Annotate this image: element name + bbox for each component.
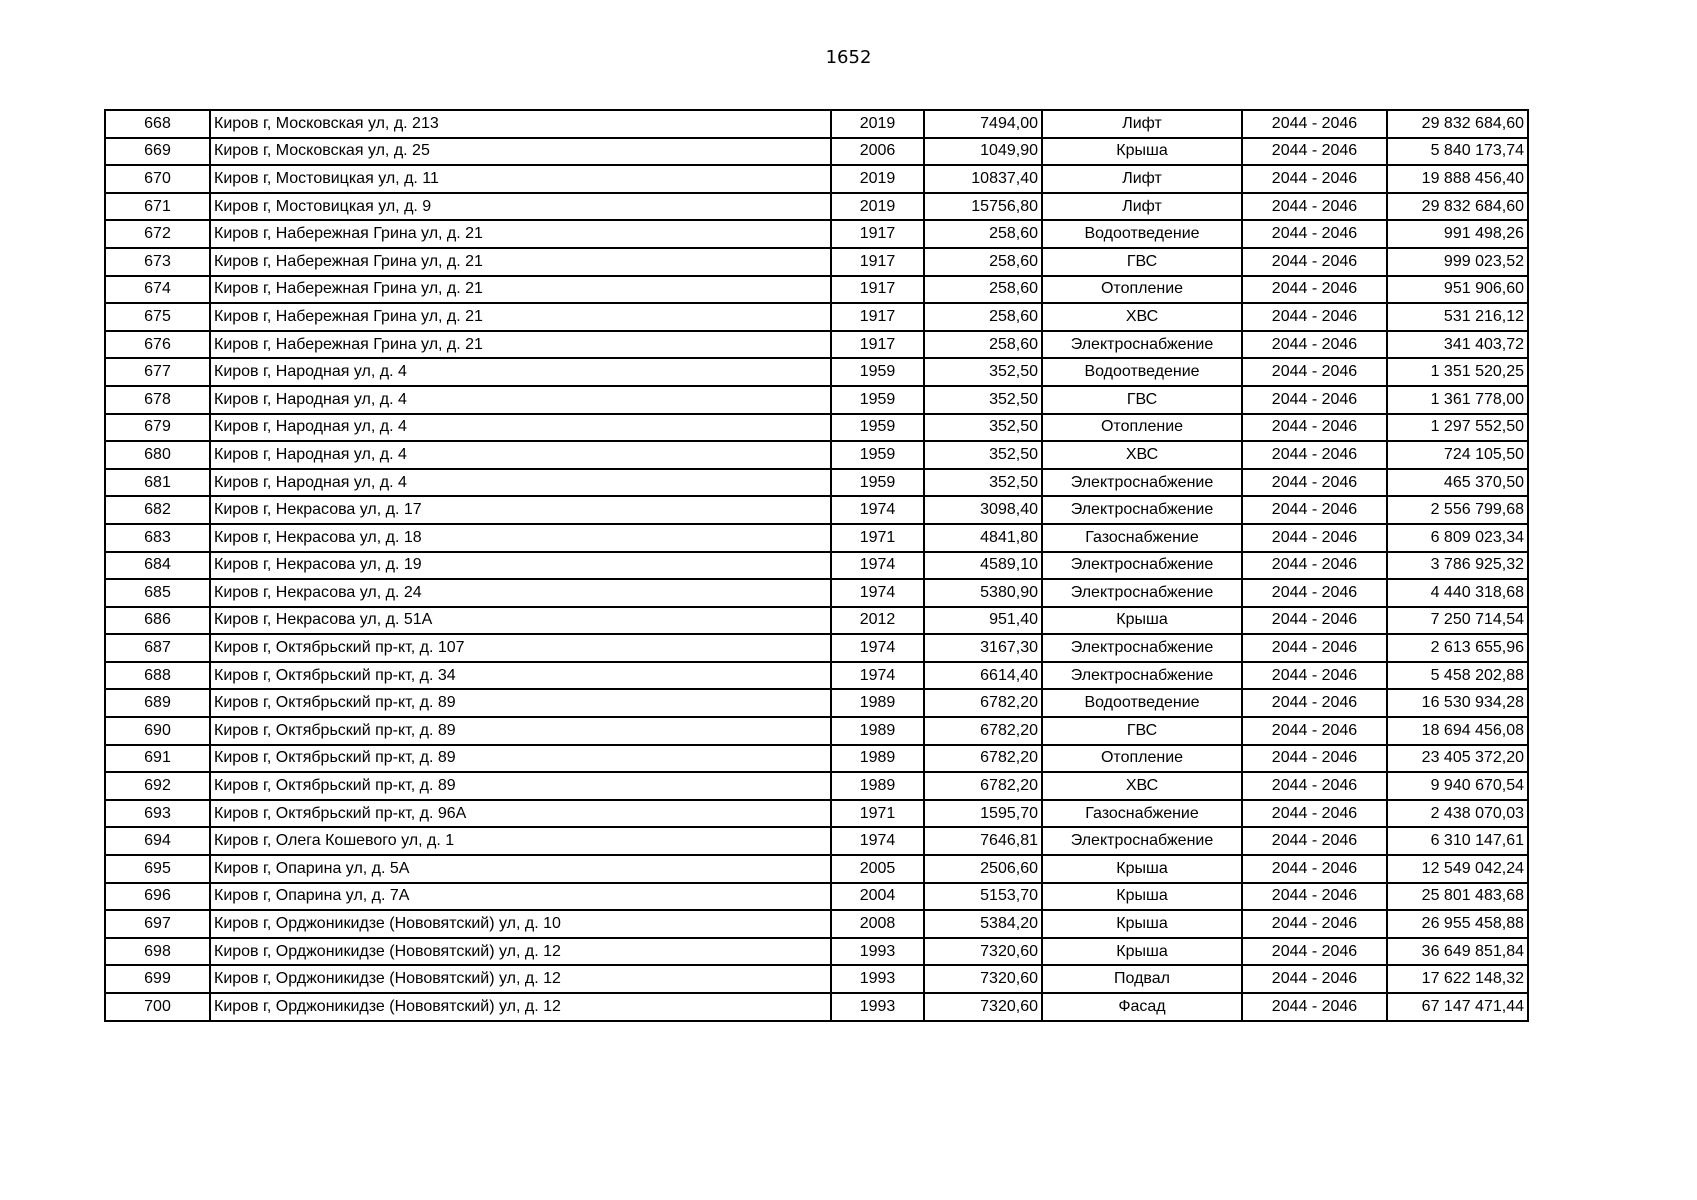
period-cell: 2044 - 2046 — [1242, 386, 1387, 414]
table-row — [105, 276, 1528, 304]
period-cell: 2044 - 2046 — [1242, 717, 1387, 745]
area-cell: 3167,30 — [924, 634, 1042, 662]
period-cell: 2044 - 2046 — [1242, 883, 1387, 911]
year-cell: 1917 — [831, 276, 924, 304]
address-cell: Киров г, Народная ул, д. 4 — [210, 414, 831, 442]
cost-cell: 2 556 799,68 — [1387, 496, 1528, 524]
area-cell: 6782,20 — [924, 772, 1042, 800]
work-type-cell: Лифт — [1042, 110, 1242, 138]
address-cell: Киров г, Набережная Грина ул, д. 21 — [210, 331, 831, 359]
cost-cell: 4 440 318,68 — [1387, 579, 1528, 607]
work-type-cell: Газоснабжение — [1042, 800, 1242, 828]
address-cell: Киров г, Народная ул, д. 4 — [210, 441, 831, 469]
period-cell: 2044 - 2046 — [1242, 745, 1387, 773]
year-cell: 2004 — [831, 883, 924, 911]
table-row — [105, 883, 1528, 911]
repair-schedule-table — [104, 109, 1529, 1022]
work-type-cell: Лифт — [1042, 165, 1242, 193]
year-cell: 1959 — [831, 441, 924, 469]
area-cell: 258,60 — [924, 276, 1042, 304]
row-number-cell: 684 — [105, 552, 210, 580]
area-cell: 7320,60 — [924, 938, 1042, 966]
year-cell: 1959 — [831, 469, 924, 497]
address-cell: Киров г, Некрасова ул, д. 19 — [210, 552, 831, 580]
table-row — [105, 138, 1528, 166]
cost-cell: 25 801 483,68 — [1387, 883, 1528, 911]
area-cell: 7646,81 — [924, 827, 1042, 855]
period-cell: 2044 - 2046 — [1242, 662, 1387, 690]
year-cell: 1917 — [831, 331, 924, 359]
table-row — [105, 552, 1528, 580]
table-row — [105, 772, 1528, 800]
year-cell: 2005 — [831, 855, 924, 883]
address-cell: Киров г, Октябрьский пр-кт, д. 89 — [210, 717, 831, 745]
table-row — [105, 414, 1528, 442]
table-row — [105, 689, 1528, 717]
work-type-cell: Отопление — [1042, 745, 1242, 773]
year-cell: 2019 — [831, 110, 924, 138]
address-cell: Киров г, Орджоникидзе (Нововятский) ул, д. 10 — [210, 910, 831, 938]
area-cell: 5153,70 — [924, 883, 1042, 911]
cost-cell: 12 549 042,24 — [1387, 855, 1528, 883]
year-cell: 1989 — [831, 717, 924, 745]
year-cell: 1989 — [831, 689, 924, 717]
area-cell: 1595,70 — [924, 800, 1042, 828]
area-cell: 352,50 — [924, 441, 1042, 469]
table-row — [105, 358, 1528, 386]
row-number-cell: 689 — [105, 689, 210, 717]
area-cell: 258,60 — [924, 303, 1042, 331]
area-cell: 4589,10 — [924, 552, 1042, 580]
year-cell: 1971 — [831, 800, 924, 828]
work-type-cell: Электроснабжение — [1042, 827, 1242, 855]
year-cell: 1974 — [831, 662, 924, 690]
year-cell: 1993 — [831, 965, 924, 993]
cost-cell: 1 361 778,00 — [1387, 386, 1528, 414]
work-type-cell: Газоснабжение — [1042, 524, 1242, 552]
table-row — [105, 855, 1528, 883]
cost-cell: 465 370,50 — [1387, 469, 1528, 497]
work-type-cell: ХВС — [1042, 772, 1242, 800]
period-cell: 2044 - 2046 — [1242, 276, 1387, 304]
work-type-cell: Электроснабжение — [1042, 496, 1242, 524]
year-cell: 1959 — [831, 358, 924, 386]
period-cell: 2044 - 2046 — [1242, 110, 1387, 138]
row-number-cell: 696 — [105, 883, 210, 911]
work-type-cell: Электроснабжение — [1042, 552, 1242, 580]
row-number-cell: 673 — [105, 248, 210, 276]
row-number-cell: 677 — [105, 358, 210, 386]
year-cell: 2019 — [831, 193, 924, 221]
year-cell: 1974 — [831, 552, 924, 580]
work-type-cell: Фасад — [1042, 993, 1242, 1021]
row-number-cell: 678 — [105, 386, 210, 414]
table-row — [105, 745, 1528, 773]
table-row — [105, 634, 1528, 662]
area-cell: 258,60 — [924, 248, 1042, 276]
row-number-cell: 692 — [105, 772, 210, 800]
row-number-cell: 672 — [105, 220, 210, 248]
row-number-cell: 700 — [105, 993, 210, 1021]
table-row — [105, 993, 1528, 1021]
period-cell: 2044 - 2046 — [1242, 689, 1387, 717]
cost-cell: 1 351 520,25 — [1387, 358, 1528, 386]
cost-cell: 18 694 456,08 — [1387, 717, 1528, 745]
row-number-cell: 691 — [105, 745, 210, 773]
cost-cell: 6 310 147,61 — [1387, 827, 1528, 855]
work-type-cell: Электроснабжение — [1042, 331, 1242, 359]
row-number-cell: 697 — [105, 910, 210, 938]
period-cell: 2044 - 2046 — [1242, 827, 1387, 855]
work-type-cell: ХВС — [1042, 441, 1242, 469]
row-number-cell: 686 — [105, 607, 210, 635]
work-type-cell: ГВС — [1042, 248, 1242, 276]
row-number-cell: 674 — [105, 276, 210, 304]
work-type-cell: Электроснабжение — [1042, 579, 1242, 607]
table-row — [105, 496, 1528, 524]
cost-cell: 7 250 714,54 — [1387, 607, 1528, 635]
row-number-cell: 680 — [105, 441, 210, 469]
table-row — [105, 524, 1528, 552]
period-cell: 2044 - 2046 — [1242, 331, 1387, 359]
area-cell: 352,50 — [924, 386, 1042, 414]
period-cell: 2044 - 2046 — [1242, 193, 1387, 221]
row-number-cell: 675 — [105, 303, 210, 331]
cost-cell: 29 832 684,60 — [1387, 110, 1528, 138]
table-row — [105, 331, 1528, 359]
work-type-cell: Крыша — [1042, 883, 1242, 911]
work-type-cell: Электроснабжение — [1042, 469, 1242, 497]
area-cell: 352,50 — [924, 414, 1042, 442]
cost-cell: 5 840 173,74 — [1387, 138, 1528, 166]
work-type-cell: Электроснабжение — [1042, 662, 1242, 690]
area-cell: 3098,40 — [924, 496, 1042, 524]
address-cell: Киров г, Октябрьский пр-кт, д. 96А — [210, 800, 831, 828]
table-row — [105, 827, 1528, 855]
period-cell: 2044 - 2046 — [1242, 138, 1387, 166]
year-cell: 1993 — [831, 993, 924, 1021]
address-cell: Киров г, Мостовицкая ул, д. 11 — [210, 165, 831, 193]
table-row — [105, 220, 1528, 248]
area-cell: 15756,80 — [924, 193, 1042, 221]
address-cell: Киров г, Октябрьский пр-кт, д. 89 — [210, 772, 831, 800]
period-cell: 2044 - 2046 — [1242, 248, 1387, 276]
table-row — [105, 441, 1528, 469]
area-cell: 4841,80 — [924, 524, 1042, 552]
table-row — [105, 110, 1528, 138]
address-cell: Киров г, Опарина ул, д. 5А — [210, 855, 831, 883]
cost-cell: 991 498,26 — [1387, 220, 1528, 248]
row-number-cell: 685 — [105, 579, 210, 607]
cost-cell: 999 023,52 — [1387, 248, 1528, 276]
address-cell: Киров г, Набережная Грина ул, д. 21 — [210, 248, 831, 276]
period-cell: 2044 - 2046 — [1242, 910, 1387, 938]
table-row — [105, 965, 1528, 993]
area-cell: 2506,60 — [924, 855, 1042, 883]
period-cell: 2044 - 2046 — [1242, 855, 1387, 883]
period-cell: 2044 - 2046 — [1242, 552, 1387, 580]
year-cell: 1974 — [831, 827, 924, 855]
row-number-cell: 679 — [105, 414, 210, 442]
cost-cell: 724 105,50 — [1387, 441, 1528, 469]
area-cell: 1049,90 — [924, 138, 1042, 166]
period-cell: 2044 - 2046 — [1242, 800, 1387, 828]
period-cell: 2044 - 2046 — [1242, 772, 1387, 800]
work-type-cell: Крыша — [1042, 910, 1242, 938]
area-cell: 258,60 — [924, 220, 1042, 248]
cost-cell: 19 888 456,40 — [1387, 165, 1528, 193]
row-number-cell: 695 — [105, 855, 210, 883]
cost-cell: 341 403,72 — [1387, 331, 1528, 359]
cost-cell: 1 297 552,50 — [1387, 414, 1528, 442]
period-cell: 2044 - 2046 — [1242, 579, 1387, 607]
address-cell: Киров г, Некрасова ул, д. 17 — [210, 496, 831, 524]
year-cell: 2019 — [831, 165, 924, 193]
work-type-cell: Подвал — [1042, 965, 1242, 993]
year-cell: 1974 — [831, 634, 924, 662]
address-cell: Киров г, Орджоникидзе (Нововятский) ул, д. 12 — [210, 965, 831, 993]
table-row — [105, 469, 1528, 497]
year-cell: 2006 — [831, 138, 924, 166]
period-cell: 2044 - 2046 — [1242, 358, 1387, 386]
area-cell: 352,50 — [924, 358, 1042, 386]
period-cell: 2044 - 2046 — [1242, 165, 1387, 193]
row-number-cell: 694 — [105, 827, 210, 855]
address-cell: Киров г, Орджоникидзе (Нововятский) ул, д. 12 — [210, 938, 831, 966]
period-cell: 2044 - 2046 — [1242, 938, 1387, 966]
address-cell: Киров г, Московская ул, д. 25 — [210, 138, 831, 166]
year-cell: 1989 — [831, 745, 924, 773]
table-row — [105, 579, 1528, 607]
work-type-cell: ГВС — [1042, 717, 1242, 745]
address-cell: Киров г, Набережная Грина ул, д. 21 — [210, 303, 831, 331]
table-row — [105, 386, 1528, 414]
address-cell: Киров г, Народная ул, д. 4 — [210, 358, 831, 386]
period-cell: 2044 - 2046 — [1242, 965, 1387, 993]
row-number-cell: 693 — [105, 800, 210, 828]
cost-cell: 26 955 458,88 — [1387, 910, 1528, 938]
row-number-cell: 681 — [105, 469, 210, 497]
address-cell: Киров г, Октябрьский пр-кт, д. 89 — [210, 689, 831, 717]
table-row — [105, 938, 1528, 966]
row-number-cell: 670 — [105, 165, 210, 193]
table-row — [105, 303, 1528, 331]
period-cell: 2044 - 2046 — [1242, 441, 1387, 469]
address-cell: Киров г, Московская ул, д. 213 — [210, 110, 831, 138]
table-row — [105, 193, 1528, 221]
year-cell: 1959 — [831, 414, 924, 442]
address-cell: Киров г, Некрасова ул, д. 18 — [210, 524, 831, 552]
area-cell: 7320,60 — [924, 965, 1042, 993]
table-body — [105, 110, 1528, 1021]
row-number-cell: 668 — [105, 110, 210, 138]
page-number: 1652 — [825, 47, 872, 68]
area-cell: 951,40 — [924, 607, 1042, 635]
work-type-cell: Лифт — [1042, 193, 1242, 221]
cost-cell: 36 649 851,84 — [1387, 938, 1528, 966]
row-number-cell: 687 — [105, 634, 210, 662]
table-row — [105, 662, 1528, 690]
period-cell: 2044 - 2046 — [1242, 524, 1387, 552]
address-cell: Киров г, Набережная Грина ул, д. 21 — [210, 220, 831, 248]
address-cell: Киров г, Октябрьский пр-кт, д. 89 — [210, 745, 831, 773]
year-cell: 1993 — [831, 938, 924, 966]
row-number-cell: 682 — [105, 496, 210, 524]
address-cell: Киров г, Набережная Грина ул, д. 21 — [210, 276, 831, 304]
year-cell: 1974 — [831, 579, 924, 607]
year-cell: 2012 — [831, 607, 924, 635]
row-number-cell: 669 — [105, 138, 210, 166]
row-number-cell: 688 — [105, 662, 210, 690]
area-cell: 6782,20 — [924, 689, 1042, 717]
table-row — [105, 910, 1528, 938]
address-cell: Киров г, Орджоникидзе (Нововятский) ул, д. 12 — [210, 993, 831, 1021]
work-type-cell: Отопление — [1042, 276, 1242, 304]
row-number-cell: 671 — [105, 193, 210, 221]
address-cell: Киров г, Октябрьский пр-кт, д. 34 — [210, 662, 831, 690]
work-type-cell: Крыша — [1042, 938, 1242, 966]
table-row — [105, 248, 1528, 276]
cost-cell: 29 832 684,60 — [1387, 193, 1528, 221]
cost-cell: 2 438 070,03 — [1387, 800, 1528, 828]
period-cell: 2044 - 2046 — [1242, 414, 1387, 442]
work-type-cell: ХВС — [1042, 303, 1242, 331]
row-number-cell: 698 — [105, 938, 210, 966]
period-cell: 2044 - 2046 — [1242, 303, 1387, 331]
address-cell: Киров г, Некрасова ул, д. 51А — [210, 607, 831, 635]
area-cell: 6782,20 — [924, 717, 1042, 745]
period-cell: 2044 - 2046 — [1242, 634, 1387, 662]
row-number-cell: 690 — [105, 717, 210, 745]
cost-cell: 531 216,12 — [1387, 303, 1528, 331]
address-cell: Киров г, Некрасова ул, д. 24 — [210, 579, 831, 607]
cost-cell: 23 405 372,20 — [1387, 745, 1528, 773]
year-cell: 1989 — [831, 772, 924, 800]
area-cell: 6782,20 — [924, 745, 1042, 773]
cost-cell: 5 458 202,88 — [1387, 662, 1528, 690]
address-cell: Киров г, Олега Кошевого ул, д. 1 — [210, 827, 831, 855]
cost-cell: 17 622 148,32 — [1387, 965, 1528, 993]
year-cell: 1917 — [831, 303, 924, 331]
address-cell: Киров г, Народная ул, д. 4 — [210, 469, 831, 497]
row-number-cell: 699 — [105, 965, 210, 993]
table-row — [105, 800, 1528, 828]
work-type-cell: Отопление — [1042, 414, 1242, 442]
area-cell: 7494,00 — [924, 110, 1042, 138]
period-cell: 2044 - 2046 — [1242, 469, 1387, 497]
period-cell: 2044 - 2046 — [1242, 220, 1387, 248]
cost-cell: 16 530 934,28 — [1387, 689, 1528, 717]
work-type-cell: Крыша — [1042, 138, 1242, 166]
work-type-cell: Водоотведение — [1042, 689, 1242, 717]
table-row — [105, 717, 1528, 745]
cost-cell: 951 906,60 — [1387, 276, 1528, 304]
table-row — [105, 607, 1528, 635]
year-cell: 2008 — [831, 910, 924, 938]
address-cell: Киров г, Народная ул, д. 4 — [210, 386, 831, 414]
cost-cell: 6 809 023,34 — [1387, 524, 1528, 552]
address-cell: Киров г, Октябрьский пр-кт, д. 107 — [210, 634, 831, 662]
cost-cell: 67 147 471,44 — [1387, 993, 1528, 1021]
year-cell: 1971 — [831, 524, 924, 552]
area-cell: 6614,40 — [924, 662, 1042, 690]
row-number-cell: 676 — [105, 331, 210, 359]
year-cell: 1917 — [831, 220, 924, 248]
year-cell: 1959 — [831, 386, 924, 414]
area-cell: 10837,40 — [924, 165, 1042, 193]
address-cell: Киров г, Мостовицкая ул, д. 9 — [210, 193, 831, 221]
cost-cell: 3 786 925,32 — [1387, 552, 1528, 580]
row-number-cell: 683 — [105, 524, 210, 552]
address-cell: Киров г, Опарина ул, д. 7А — [210, 883, 831, 911]
cost-cell: 9 940 670,54 — [1387, 772, 1528, 800]
year-cell: 1917 — [831, 248, 924, 276]
period-cell: 2044 - 2046 — [1242, 993, 1387, 1021]
cost-cell: 2 613 655,96 — [1387, 634, 1528, 662]
work-type-cell: ГВС — [1042, 386, 1242, 414]
period-cell: 2044 - 2046 — [1242, 496, 1387, 524]
work-type-cell: Крыша — [1042, 607, 1242, 635]
work-type-cell: Электроснабжение — [1042, 634, 1242, 662]
area-cell: 258,60 — [924, 331, 1042, 359]
area-cell: 7320,60 — [924, 993, 1042, 1021]
work-type-cell: Водоотведение — [1042, 220, 1242, 248]
work-type-cell: Крыша — [1042, 855, 1242, 883]
area-cell: 5384,20 — [924, 910, 1042, 938]
area-cell: 5380,90 — [924, 579, 1042, 607]
work-type-cell: Водоотведение — [1042, 358, 1242, 386]
year-cell: 1974 — [831, 496, 924, 524]
area-cell: 352,50 — [924, 469, 1042, 497]
table-row — [105, 165, 1528, 193]
period-cell: 2044 - 2046 — [1242, 607, 1387, 635]
